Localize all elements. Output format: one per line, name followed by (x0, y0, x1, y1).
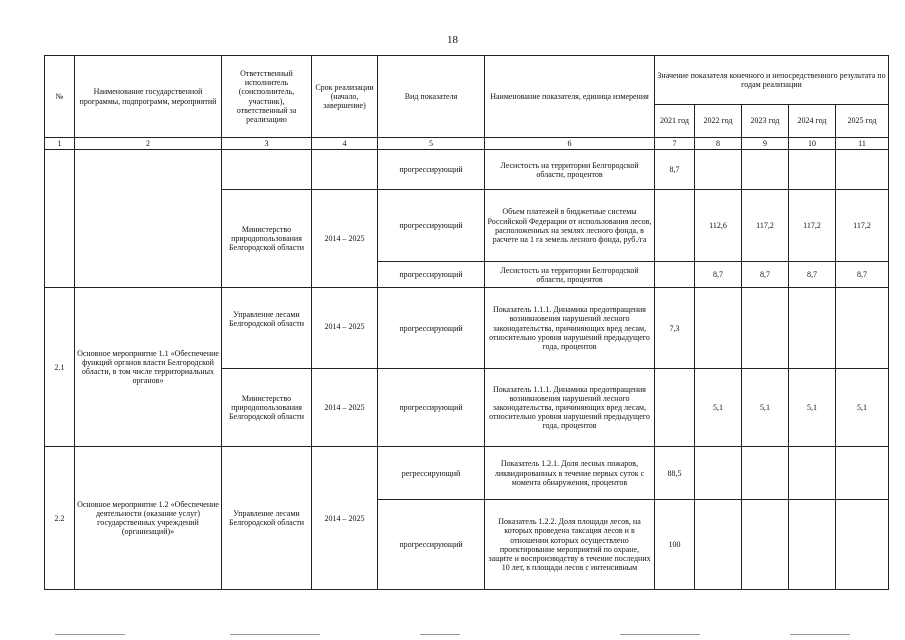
cell-value-2022 (695, 288, 742, 369)
cell-executor: Министерство природопользования Белгородской области (222, 190, 312, 288)
cell-indicator-name: Показатель 1.2.1. Доля лесных пожаров, ликвидированных в течение первых суток с момента обнаружения, процентов (485, 447, 655, 500)
cell-value-2023 (742, 150, 789, 190)
cell-value-2021: 88,5 (655, 447, 695, 500)
column-number: 8 (695, 138, 742, 150)
cell-value-2024: 8,7 (789, 262, 836, 288)
cell-value-2022 (695, 500, 742, 590)
cell-num: 2.1 (45, 288, 75, 447)
cell-value-2025: 8,7 (836, 262, 889, 288)
cell-name: Основное мероприятие 1.1 «Обеспечение функций органов власти Белгородской области, в том числе территориальных органов» (75, 288, 222, 447)
column-number: 10 (789, 138, 836, 150)
header-year: 2023 год (742, 105, 789, 138)
page-number: 18 (447, 34, 458, 46)
cell-value-2024 (789, 500, 836, 590)
cell-term: 2014 – 2025 (312, 447, 378, 590)
header-name: Наименование государственной программы, подпрограмм, мероприятий (75, 56, 222, 138)
header-year: 2021 год (655, 105, 695, 138)
header-values-group: Значение показателя конечного и непосредственного результата по годам реализации (655, 56, 889, 105)
header-executor: Ответственный исполнитель (соисполнитель, участник), ответственный за реализацию (222, 56, 312, 138)
cell-value-2022: 112,6 (695, 190, 742, 262)
cell-executor: Управление лесами Белгородской области (222, 288, 312, 369)
table-row (45, 150, 889, 190)
cell-indicator-type: прогрессирующий (378, 500, 485, 590)
cell-value-2025 (836, 447, 889, 500)
cell-indicator-type: прогрессирующий (378, 262, 485, 288)
cell-value-2021: 100 (655, 500, 695, 590)
cell-value-2024 (789, 150, 836, 190)
cell-value-2022: 5,1 (695, 369, 742, 447)
cell-executor: Управление лесами Белгородской области (222, 447, 312, 590)
cell-value-2023: 8,7 (742, 262, 789, 288)
cell-value-2022: 8,7 (695, 262, 742, 288)
cell-indicator-name: Показатель 1.2.2. Доля площади лесов, на которых проведена таксация лесов и в отношении которых осуществлено проектирование мероприятий по охране, защите и воспроизводству в течение последних 10 лет, в площади лесов с интенсивным (485, 500, 655, 590)
cell-indicator-type: регрессирующий (378, 447, 485, 500)
cell-value-2025: 5,1 (836, 369, 889, 447)
cell-num (45, 150, 75, 288)
cell-indicator-type: прогрессирующий (378, 288, 485, 369)
cell-executor (222, 150, 312, 190)
cell-indicator-name: Показатель 1.1.1. Динамика предотвращения возникновения нарушений лесного законодательства, причиняющих вред лесам, относительно уровня нарушений предыдущего года, процентов (485, 369, 655, 447)
scan-edge-artifact (0, 634, 905, 635)
header-year: 2025 год (836, 105, 889, 138)
cell-value-2023 (742, 447, 789, 500)
header-indicator-name: Наименование показателя, единица измерения (485, 56, 655, 138)
cell-indicator-name: Лесистость на территории Белгородской области, процентов (485, 262, 655, 288)
cell-value-2023: 117,2 (742, 190, 789, 262)
cell-value-2025 (836, 150, 889, 190)
cell-value-2021: 7,3 (655, 288, 695, 369)
cell-indicator-name: Объем платежей в бюджетные системы Российской Федерации от использования лесов, расположенных на землях лесного фонда, в расчете на 1 га земель лесного фонда, руб./га (485, 190, 655, 262)
cell-value-2022 (695, 150, 742, 190)
cell-value-2025 (836, 288, 889, 369)
cell-term: 2014 – 2025 (312, 190, 378, 288)
header-num: № (45, 56, 75, 138)
header-term: Срок реализации (начало, завершение) (312, 56, 378, 138)
header-row (45, 56, 889, 105)
column-number: 11 (836, 138, 889, 150)
column-number: 9 (742, 138, 789, 150)
cell-indicator-type: прогрессирующий (378, 369, 485, 447)
cell-value-2021 (655, 369, 695, 447)
cell-term (312, 150, 378, 190)
column-number: 2 (75, 138, 222, 150)
column-number: 7 (655, 138, 695, 150)
cell-value-2024: 117,2 (789, 190, 836, 262)
header-year: 2024 год (789, 105, 836, 138)
cell-value-2023: 5,1 (742, 369, 789, 447)
cell-indicator-name: Показатель 1.1.1. Динамика предотвращения возникновения нарушений лесного законодательства, причиняющих вред лесам, относительно уровня нарушений предыдущего года, процентов (485, 288, 655, 369)
cell-value-2025: 117,2 (836, 190, 889, 262)
cell-executor: Министерство природопользования Белгородской области (222, 369, 312, 447)
column-number: 4 (312, 138, 378, 150)
cell-value-2024: 5,1 (789, 369, 836, 447)
table-row (45, 288, 889, 369)
column-numbers-row (45, 138, 889, 150)
column-number: 3 (222, 138, 312, 150)
column-number: 6 (485, 138, 655, 150)
cell-value-2023 (742, 288, 789, 369)
cell-num: 2.2 (45, 447, 75, 590)
cell-indicator-type: прогрессирующий (378, 150, 485, 190)
cell-value-2025 (836, 500, 889, 590)
cell-term: 2014 – 2025 (312, 288, 378, 369)
cell-indicator-name: Лесистость на территории Белгородской области, процентов (485, 150, 655, 190)
column-number: 1 (45, 138, 75, 150)
table-row (45, 447, 889, 500)
cell-value-2023 (742, 500, 789, 590)
header-year: 2022 год (695, 105, 742, 138)
header-indicator-type: Вид показателя (378, 56, 485, 138)
cell-value-2024 (789, 447, 836, 500)
cell-value-2022 (695, 447, 742, 500)
cell-value-2021 (655, 262, 695, 288)
column-number: 5 (378, 138, 485, 150)
cell-name (75, 150, 222, 288)
cell-value-2024 (789, 288, 836, 369)
cell-indicator-type: прогрессирующий (378, 190, 485, 262)
program-indicators-table (44, 55, 889, 590)
cell-value-2021 (655, 190, 695, 262)
cell-value-2021: 8,7 (655, 150, 695, 190)
cell-term: 2014 – 2025 (312, 369, 378, 447)
cell-name: Основное мероприятие 1.2 «Обеспечение деятельности (оказание услуг) государственных учреждений (организаций)» (75, 447, 222, 590)
